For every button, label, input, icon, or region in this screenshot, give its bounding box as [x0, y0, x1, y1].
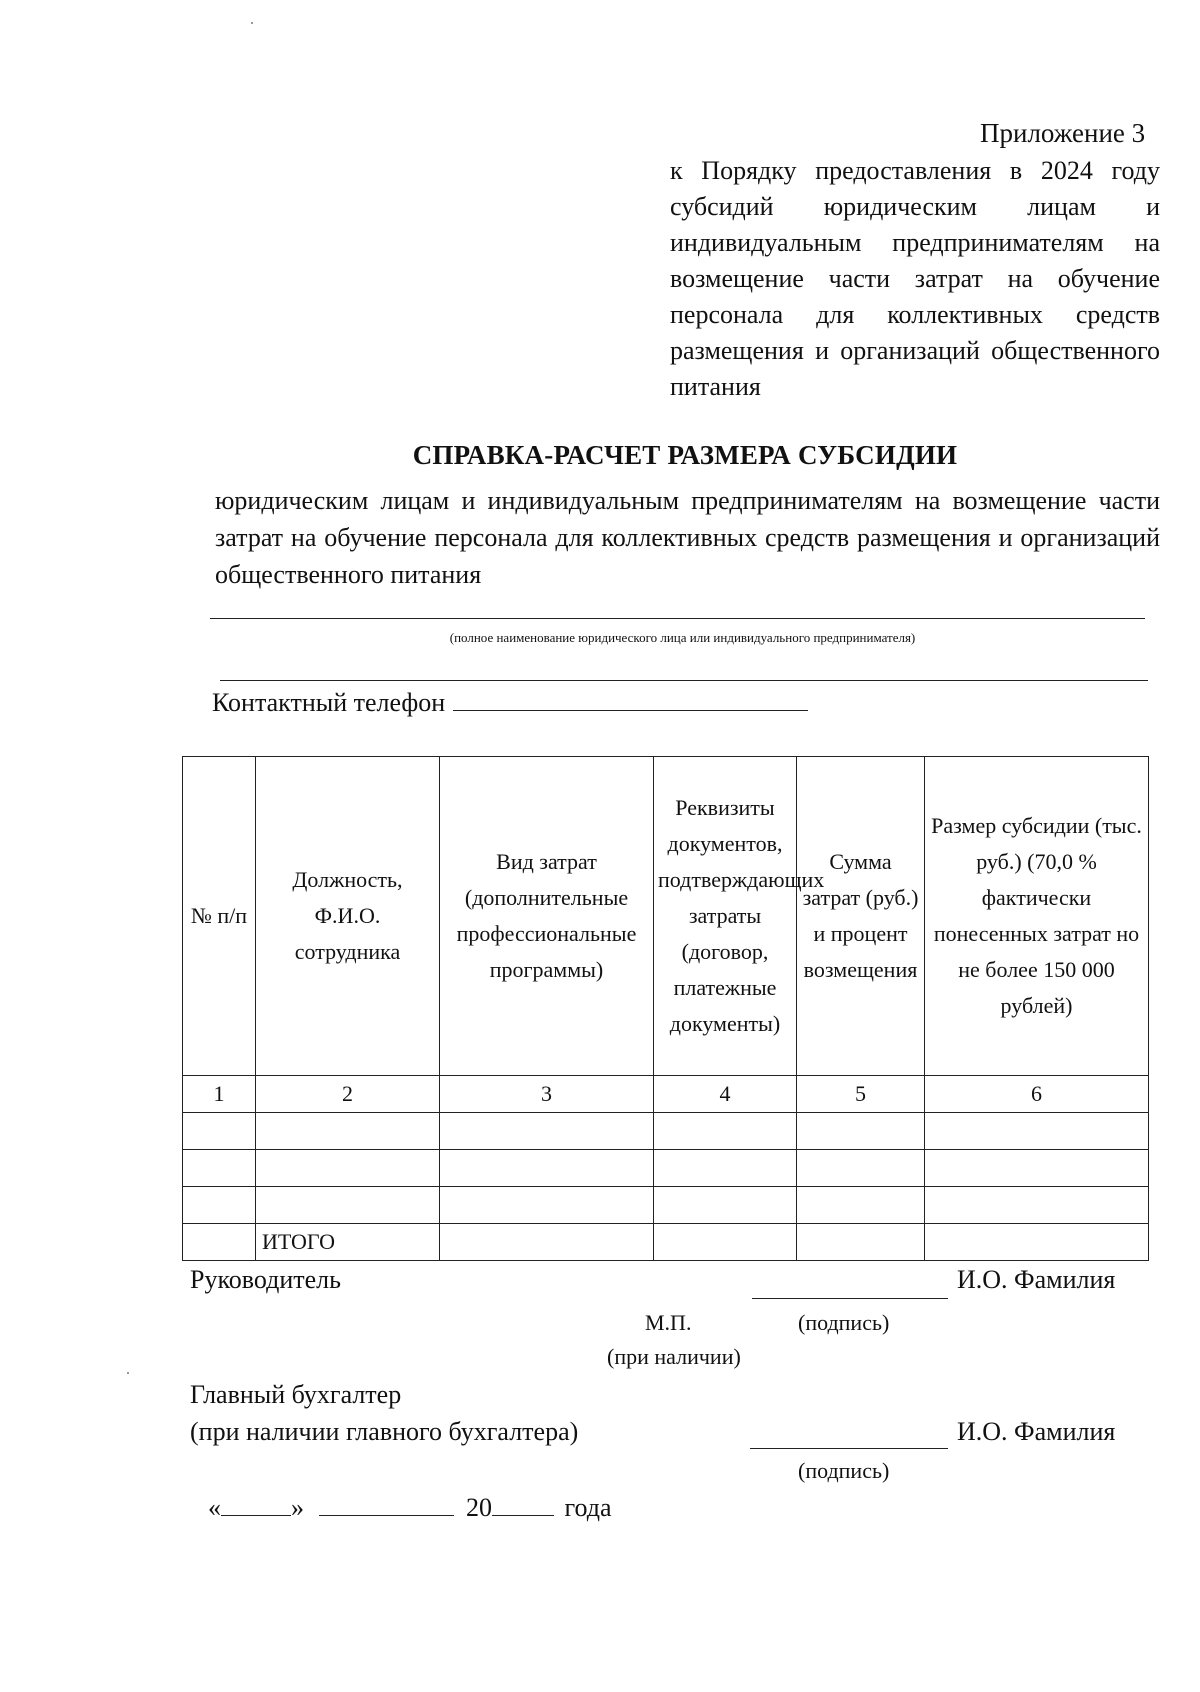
total-cell[interactable] [925, 1224, 1149, 1261]
contact-phone-field[interactable] [453, 688, 808, 711]
column-number: 4 [654, 1076, 797, 1113]
column-number: 2 [256, 1076, 440, 1113]
date-year-suffix: года [564, 1493, 612, 1522]
date-year-field[interactable] [492, 1493, 554, 1516]
column-number: 3 [440, 1076, 654, 1113]
scan-speck [251, 22, 253, 24]
table-cell[interactable] [925, 1187, 1149, 1224]
date-year-prefix: 20 [466, 1493, 492, 1522]
seal-note: (при наличии) [607, 1344, 741, 1369]
table-cell[interactable] [797, 1113, 925, 1150]
accountant-signature-caption: (подпись) [798, 1458, 890, 1483]
column-number-row [183, 1076, 1149, 1113]
table-cell[interactable] [797, 1187, 925, 1224]
table-cell[interactable] [183, 1150, 256, 1187]
total-label: ИТОГО [256, 1224, 440, 1261]
seal-label: М.П. [645, 1310, 692, 1335]
accountant-signature-line[interactable] [750, 1448, 948, 1449]
head-name: И.О. Фамилия [957, 1265, 1116, 1294]
head-signature-line[interactable] [752, 1298, 948, 1299]
accountant-label: Главный бухгалтер [190, 1380, 402, 1409]
table-row [183, 1150, 1149, 1187]
table-cell[interactable] [440, 1187, 654, 1224]
header-expense-type: Вид затрат (дополнительные профессиональные программы) [440, 757, 654, 1076]
table-cell[interactable] [654, 1113, 797, 1150]
head-label: Руководитель [190, 1265, 341, 1294]
header-position-name: Должность, Ф.И.О. сотрудника [256, 757, 440, 1076]
date-day-field[interactable] [221, 1493, 291, 1516]
table-header-row [183, 757, 1149, 1076]
date-month-field[interactable] [319, 1493, 454, 1516]
table-cell[interactable] [925, 1113, 1149, 1150]
header-document-details: Реквизиты документов, подтверждающих затраты (договор, платежные документы) [654, 757, 797, 1076]
table-cell[interactable] [256, 1113, 440, 1150]
table-cell [183, 1224, 256, 1261]
table-cell[interactable] [440, 1150, 654, 1187]
table-row [183, 1113, 1149, 1150]
column-number: 1 [183, 1076, 256, 1113]
scan-speck [127, 1372, 129, 1374]
accountant-name: И.О. Фамилия [957, 1417, 1116, 1446]
accountant-note: (при наличии главного бухгалтера) [190, 1417, 579, 1446]
table-cell[interactable] [440, 1113, 654, 1150]
organization-name-line-2[interactable] [220, 680, 1148, 681]
header-number: № п/п [183, 757, 256, 1076]
contact-phone-row [212, 688, 808, 718]
appendix-text: к Порядку предоставления в 2024 году субсидий юридическим лицам и индивидуальным предпринимателям на возмещение части затрат на обучение персонала для коллективных средств размещения и организаций общественного питания [670, 156, 1160, 401]
document-title: СПРАВКА-РАСЧЕТ РАЗМЕРА СУБСИДИИ [412, 440, 958, 470]
table-cell[interactable] [654, 1187, 797, 1224]
table-cell[interactable] [256, 1150, 440, 1187]
head-signature-caption: (подпись) [798, 1310, 890, 1335]
appendix-title: Приложение 3 [980, 118, 1146, 148]
organization-name-caption: (полное наименование юридического лица или индивидуального предпринимателя) [449, 630, 916, 645]
column-number: 5 [797, 1076, 925, 1113]
total-cell[interactable] [654, 1224, 797, 1261]
date-open-quote: « [208, 1493, 221, 1522]
subsidy-calculation-table [182, 756, 1149, 1261]
table-cell[interactable] [654, 1150, 797, 1187]
total-cell[interactable] [440, 1224, 654, 1261]
header-expense-amount: Сумма затрат (руб.) и процент возмещения [797, 757, 925, 1076]
table-cell[interactable] [797, 1150, 925, 1187]
table-row [183, 1187, 1149, 1224]
header-subsidy-amount: Размер субсидии (тыс. руб.) (70,0 % фактически понесенных затрат но не более 150 000 рублей) [925, 757, 1149, 1076]
column-number: 6 [925, 1076, 1149, 1113]
date-close-quote: » [291, 1493, 304, 1522]
contact-phone-label: Контактный телефон [212, 688, 446, 717]
table-cell[interactable] [256, 1187, 440, 1224]
table-cell[interactable] [183, 1113, 256, 1150]
date-row [208, 1493, 612, 1523]
document-subtitle: юридическим лицам и индивидуальным предпринимателям на возмещение части затрат на обучение персонала для коллективных средств размещения и организаций общественного питания [215, 486, 1160, 589]
table-cell[interactable] [925, 1150, 1149, 1187]
total-cell[interactable] [797, 1224, 925, 1261]
table-cell[interactable] [183, 1187, 256, 1224]
organization-name-line[interactable] [210, 618, 1145, 619]
total-row [183, 1224, 1149, 1261]
